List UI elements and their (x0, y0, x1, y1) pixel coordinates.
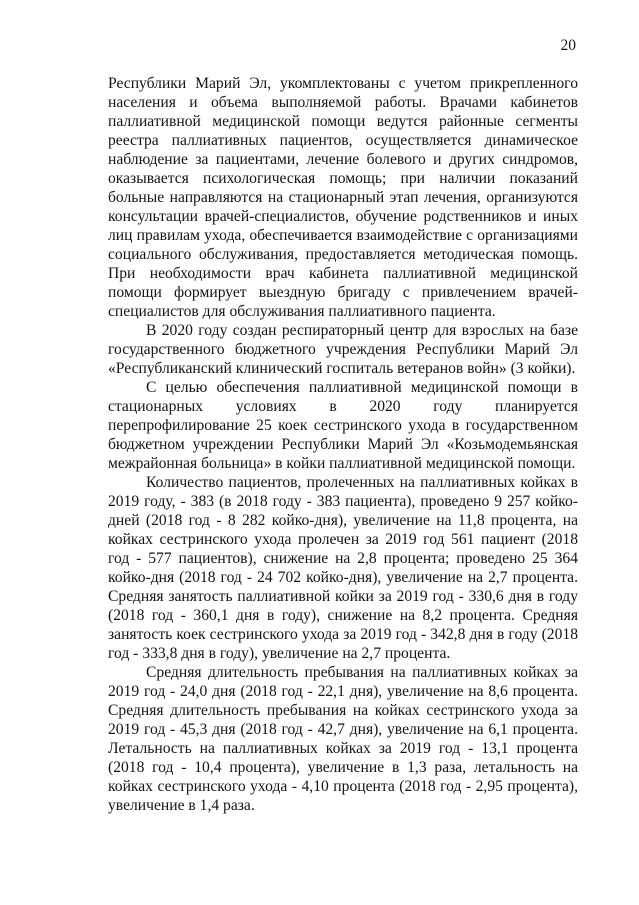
page-number: 20 (560, 37, 576, 54)
paragraph-stay-duration-mortality: Средняя длительность пребывания на паллиативных койках за 2019 год - 24,0 дня (2018 год - 22,1 дня), увеличение на 8,6 процента. Средняя длительность пребывания на койках сестринского ухода за 2019 год - 45,3 дня (2018 год - 42,7 дня), увеличение на 6,1 процента. Летальность на паллиативных койках за 2019 год - 13,1 процента (2018 год - 10,4 процента), увеличение в 1,3 раза, летальность на койках сестринского ухода - 4,10 процента (2018 год - 2,95 процента), увеличение в 1,4 раза. (108, 664, 578, 814)
paragraph-bed-conversion: С целью обеспечения паллиативной медицинской помощи в стационарных условиях в 2020 году планируется перепрофилирование 25 коек сестринского ухода в государственном бюджетном учреждении Республики Марий Эл «Козьмодемьянская межрайонная больница» в койки паллиативной медицинской помощи. (108, 379, 578, 472)
paragraph-respiratory-center: В 2020 году создан респираторный центр для взрослых на базе государственного бюджетного учреждения Республики Марий Эл «Республиканский клинический госпиталь ветеранов войн» (3 койки). (108, 322, 578, 377)
paragraph-patient-statistics: Количество пациентов, пролеченных на паллиативных койках в 2019 году, - 383 (в 2018 году - 383 пациента), проведено 9 257 койко-дней (2018 год - 8 282 койко-дня), увеличение на 11,8 процента, на койках сестринского ухода пролечен за 2019 год 561 пациент (2018 год - 577 пациентов), снижение на 2,8 процента; проведено 25 364 койко-дня (2018 год - 24 702 койко-дня), увеличение на 2,7 процента. Средняя занятость паллиативной койки за 2019 год - 330,6 дня в году (2018 год - 360,1 дня в году), снижение на 8,2 процента. Средняя занятость коек сестринского ухода за 2019 год - 342,8 дня в году (2018 год - 333,8 дня в году), увеличение на 2,7 процента. (108, 474, 578, 662)
paragraph-continuation: Республики Марий Эл, укомплектованы с учетом прикрепленного населения и объема выполняемой работы. Врачами кабинетов паллиативной медицинской помощи ведутся районные сегменты реестра паллиативных пациентов, осуществляется динамическое наблюдение за пациентами, лечение болевого и других синдромов, оказывается психологическая помощь; при наличии показаний больные направляются на стационарный этап лечения, организуются консультации врачей-специалистов, обучение родственников и иных лиц правилам ухода, обеспечивается взаимодействие с организациями социального обслуживания, предоставляется методическая помощь. При необходимости врач кабинета паллиативной медицинской помощи формирует выездную бригаду с привлечением врачей-специалистов для обслуживания паллиативного пациента. (108, 75, 578, 320)
document-body (108, 74, 578, 815)
